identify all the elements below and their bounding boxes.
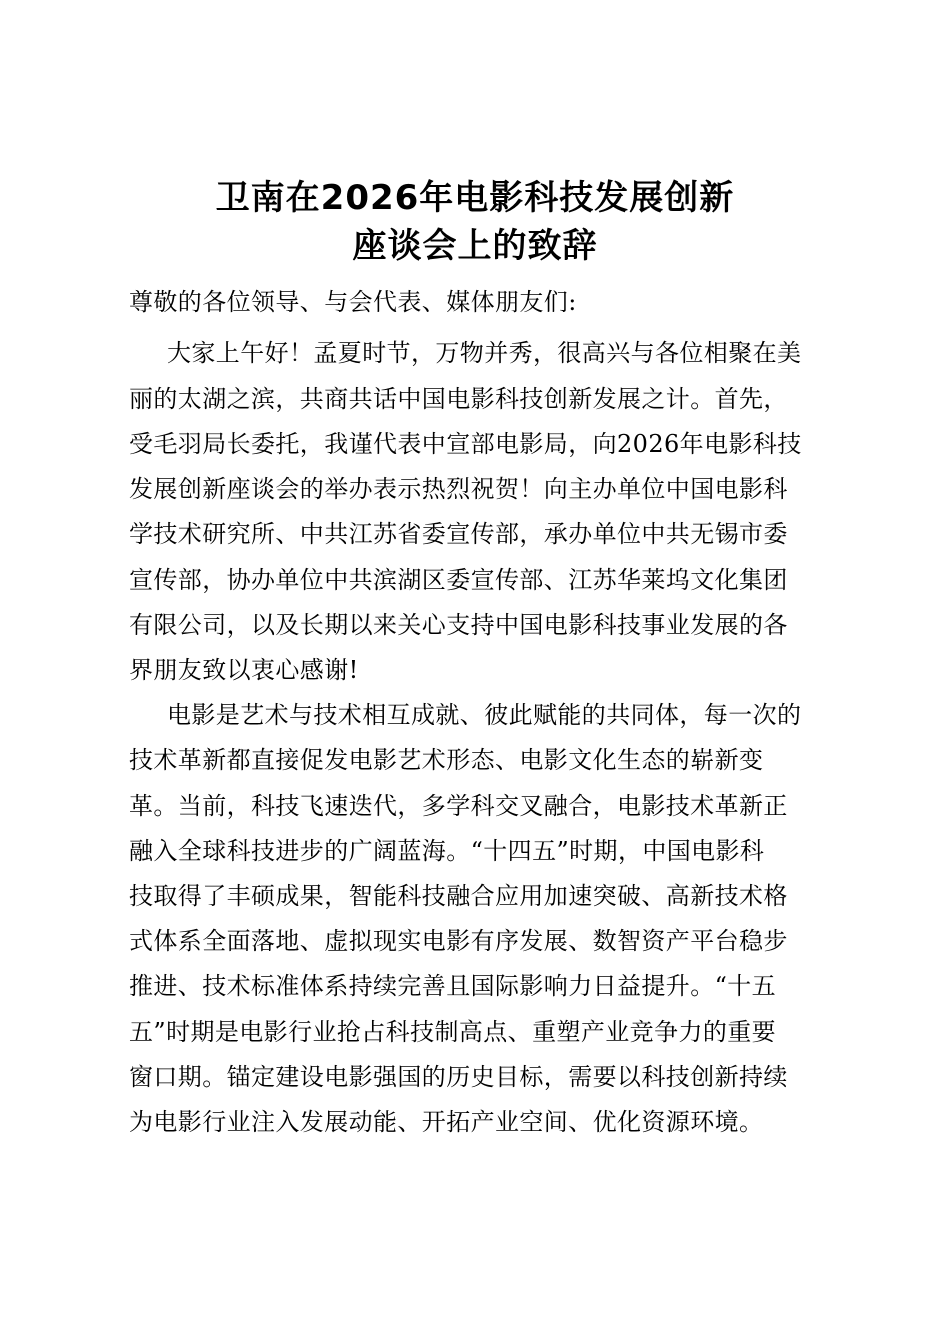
paragraph-2-line: 五”时期是电影行业抢占科技制高点、重塑产业竞争力的重要 bbox=[129, 1018, 777, 1046]
paragraph-2-line: 技取得了丰硕成果，智能科技融合应用加速突破、高新技术格 bbox=[129, 882, 788, 910]
paragraph-1-line: 发展创新座谈会的举办表示热烈祝贺！向主办单位中国电影科 bbox=[129, 475, 788, 503]
paragraph-1-line: 丽的太湖之滨，共商共话中国电影科技创新发展之计。首先， bbox=[129, 385, 788, 413]
paragraph-2-line: 电影是艺术与技术相互成就、彼此赋能的共同体，每一次的 bbox=[167, 701, 802, 729]
paragraph-2-line: 革。当前，科技飞速迭代，多学科交叉融合，电影技术革新正 bbox=[129, 792, 788, 820]
paragraph-2-line: 融入全球科技进步的广阔蓝海。“十四五”时期，中国电影科 bbox=[129, 837, 765, 865]
document-title-line-2: 座谈会上的致辞 bbox=[352, 226, 598, 266]
salutation: 尊敬的各位领导、与会代表、媒体朋友们: bbox=[129, 288, 577, 316]
paragraph-2-line: 推进、技术标准体系持续完善且国际影响力日益提升。“十五 bbox=[129, 972, 777, 1000]
paragraph-1-line: 宣传部，协办单位中共滨湖区委宣传部、江苏华莱坞文化集团 bbox=[129, 566, 788, 594]
paragraph-2-line: 为电影行业注入发展动能、开拓产业空间、优化资源环境。 bbox=[129, 1108, 764, 1136]
paragraph-2-line: 技术革新都直接促发电影艺术形态、电影文化生态的崭新变 bbox=[129, 746, 764, 774]
paragraph-1-line: 学技术研究所、中共江苏省委宣传部，承办单位中共无锡市委 bbox=[129, 520, 788, 548]
paragraph-1-line: 大家上午好！孟夏时节，万物并秀，很高兴与各位相聚在美 bbox=[167, 339, 802, 367]
paragraph-1-line: 受毛羽局长委托，我谨代表中宣部电影局，向2026年电影科技 bbox=[129, 430, 802, 458]
document-title-line-1: 卫南在2026年电影科技发展创新 bbox=[215, 178, 735, 218]
paragraph-2-line: 式体系全面落地、虚拟现实电影有序发展、数智资产平台稳步 bbox=[129, 927, 788, 955]
paragraph-1-line: 有限公司，以及长期以来关心支持中国电影科技事业发展的各 bbox=[129, 611, 788, 639]
paragraph-1-line: 界朋友致以衷心感谢! bbox=[129, 656, 359, 684]
paragraph-2-line: 窗口期。锚定建设电影强国的历史目标，需要以科技创新持续 bbox=[129, 1063, 788, 1091]
